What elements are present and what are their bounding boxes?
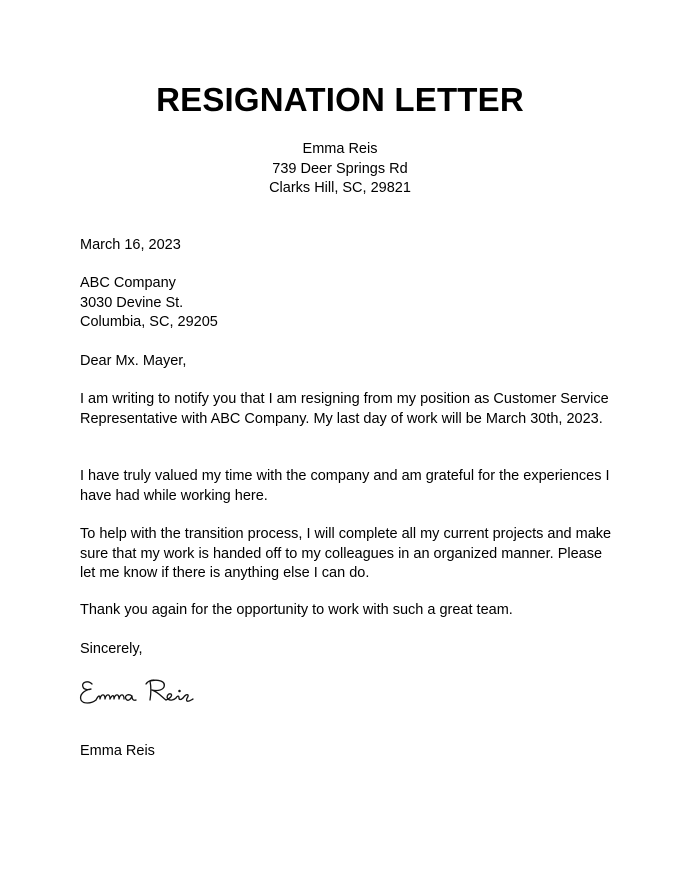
recipient-street: 3030 Devine St.	[80, 294, 184, 311]
recipient-address-block	[80, 274, 620, 333]
page-title: RESIGNATION LETTER	[156, 81, 524, 118]
recipient-city-line: Columbia, SC, 29205	[80, 314, 218, 330]
sender-city-line: Clarks Hill, SC, 29821	[269, 180, 411, 196]
letter-date: March 16, 2023	[80, 237, 181, 253]
salutation: Dear Mx. Mayer,	[80, 353, 187, 369]
closing: Sincerely,	[80, 641, 143, 657]
body-paragraph: I have truly valued my time with the company and am grateful for the experiences I have had while working here.	[80, 468, 610, 504]
printed-name: Emma Reis	[80, 743, 155, 759]
sender-address-block	[0, 140, 680, 199]
body-paragraph: Thank you again for the opportunity to work with such a great team.	[80, 602, 513, 618]
recipient-company: ABC Company	[80, 275, 176, 291]
body-paragraph: I am writing to notify you that I am resigning from my position as Customer Service Representative with ABC Company. My last day of work will be March 30th, 2023.	[80, 391, 609, 427]
sender-street: 739 Deer Springs Rd	[272, 160, 408, 177]
sender-name: Emma Reis	[302, 141, 378, 157]
handwritten-signature	[78, 672, 218, 712]
body-paragraph: To help with the transition process, I will complete all my current projects and make sure that my work is handed off to my colleagues in an organized manner. Please let me know if there is anything else I can do.	[80, 526, 612, 581]
